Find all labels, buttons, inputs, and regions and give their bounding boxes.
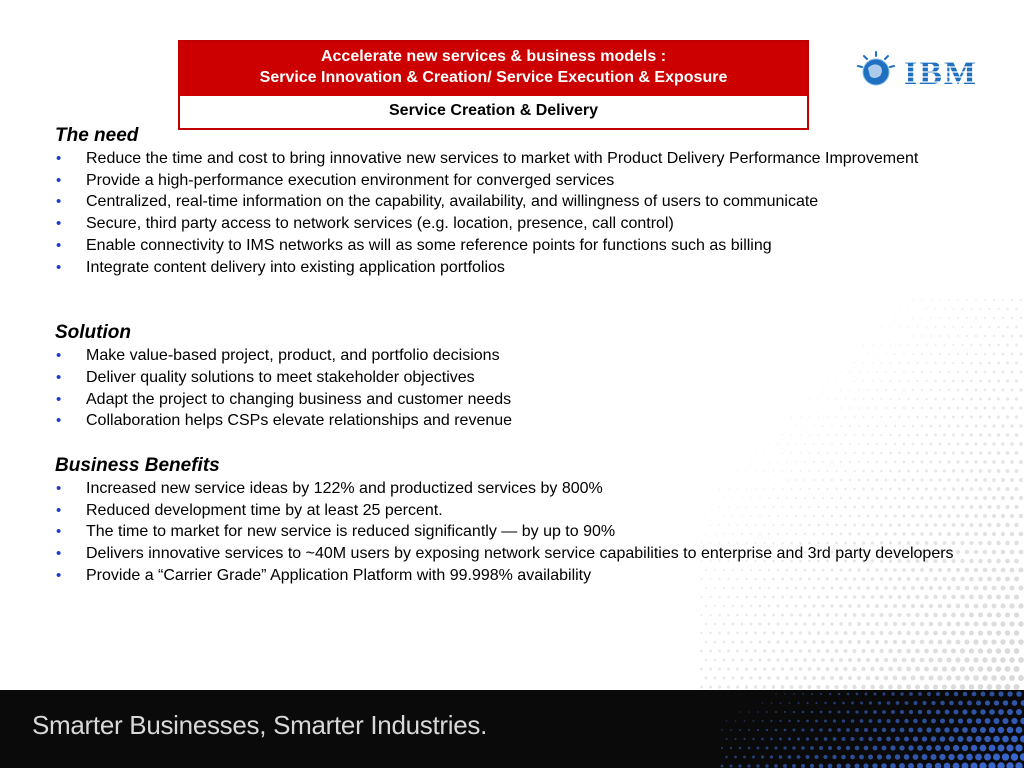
bullet-icon: • [56,545,62,563]
bullet-icon: • [56,368,62,386]
list-item [55,213,955,235]
ibm-logo-text: IBM [904,55,978,92]
list-item [55,410,955,432]
list-item-text: Deliver quality solutions to meet stakeholder objectives [86,368,475,386]
list-item [55,367,955,389]
list-item-text: Make value-based project, product, and portfolio decisions [86,347,500,365]
list-item-text: The time to market for new service is reduced significantly — by up to 90% [86,523,616,541]
list-item [55,345,955,367]
list-item [55,500,955,522]
main-content [55,124,955,587]
list-item [55,235,955,257]
solution-list [55,345,955,432]
list-item-text: Provide a “Carrier Grade” Application Platform with 99.998% availability [86,566,592,584]
bullet-icon: • [56,236,62,254]
header-banner [178,40,809,130]
list-item-text: Reduce the time and cost to bring innovative new services to market with Product Delivery Performance Improvement [86,150,919,167]
footer-bar [0,690,1024,768]
list-item-text: Collaboration helps CSPs elevate relationships and revenue [86,412,513,430]
list-item-text: Provide a high-performance execution environment for converged services [86,171,615,189]
need-title: The need [55,125,139,146]
list-item-text: Secure, third party access to network services (e.g. location, presence, call control) [86,215,674,233]
benefits-list [55,478,955,587]
list-item [55,565,955,587]
list-item [55,521,955,543]
list-item [55,191,955,213]
list-item-text: Integrate content delivery into existing application portfolios [86,258,505,276]
header-subtitle: Service Creation & Delivery [389,102,598,119]
list-item [55,257,955,279]
globe-icon [858,52,894,85]
bullet-icon: • [56,501,62,519]
list-item [55,389,955,411]
list-item [55,543,955,565]
list-item-text: Reduced development time by at least 25 percent. [86,501,443,519]
list-item [55,148,955,170]
bullet-icon: • [56,150,62,167]
bullet-icon: • [56,215,62,233]
list-item-text: Delivers innovative services to ~40M users by exposing network service capabilities to enterprise and 3rd party developers [86,545,954,563]
list-item [55,478,955,500]
solution-title: Solution [55,322,131,344]
bullet-icon: • [56,347,62,365]
bullet-icon: • [56,193,62,211]
footer-tagline: Smarter Businesses, Smarter Industries. [32,710,488,740]
need-list [55,148,955,278]
bullet-icon: • [56,258,62,276]
list-item-text: Increased new service ideas by 122% and productized services by 800% [86,480,603,498]
bullet-icon: • [56,566,62,584]
ibm-logo [856,48,996,92]
header-title [180,42,807,96]
list-item-text: Adapt the project to changing business and customer needs [86,390,512,408]
bullet-icon: • [56,412,62,430]
bullet-icon: • [56,390,62,408]
benefits-title: Business Benefits [55,455,220,477]
header-title-line1: Accelerate new services & business models : [320,48,667,65]
list-item-text: Enable connectivity to IMS networks as will as some reference points for functions such as billing [86,236,772,254]
bullet-icon: • [56,480,62,498]
list-item-text: Centralized, real-time information on the capability, availability, and willingness of users to communicate [86,193,819,211]
bullet-icon: • [56,523,62,541]
header-title-line2: Service Innovation & Creation/ Service Execution & Exposure [259,69,728,86]
bullet-icon: • [56,171,62,189]
list-item [55,170,955,192]
